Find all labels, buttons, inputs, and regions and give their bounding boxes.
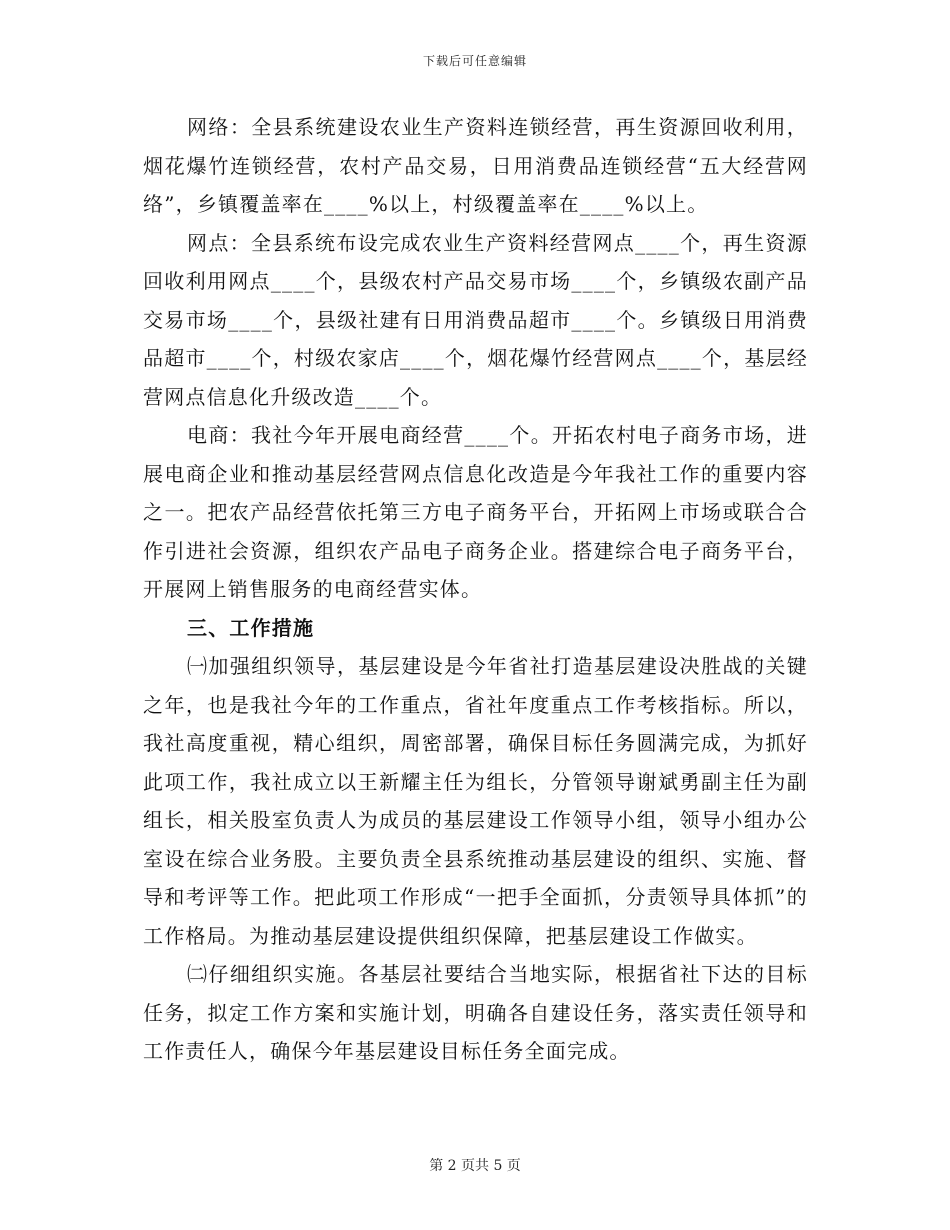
- paragraph-outlets: 网点：全县系统布设完成农业生产资料经营网点____个，再生资源回收利用网点____个，县级农村产品交易市场____个，乡镇级农副产品交易市场____个，县级社建有日用消费品超市____个。乡镇级日用消费品超市____个，村级农家店____个，烟花爆竹经营网点____个，基层经营网点信息化升级改造____个。: [143, 230, 808, 409]
- paragraph-measure-2: ㈡仔细组织实施。各基层社要结合当地实际，根据省社下达的目标任务，拟定工作方案和实施计划，明确各自建设任务，落实责任领导和工作责任人，确保今年基层建设目标任务全面完成。: [143, 962, 808, 1063]
- document-body: [143, 108, 808, 1071]
- paragraph-ecommerce: 电商：我社今年开展电商经营____个。开拓农村电子商务市场，进展电商企业和推动基层经营网点信息化改造是今年我社工作的重要内容之一。把农产品经营依托第三方电子商务平台，开拓网上市场或联合合作引进社会资源，组织农产品电子商务企业。搭建综合电子商务平台，开展网上销售服务的电商经营实体。: [143, 423, 808, 601]
- page-number-footer: 第 2 页共 5 页: [429, 1158, 521, 1174]
- page-header-note: 下载后可任意编辑: [422, 54, 527, 68]
- paragraph-measure-1: ㈠加强组织领导，基层建设是今年省社打造基层建设决胜战的关键之年，也是我社今年的工作重点，省社年度重点工作考核指标。所以，我社高度重视，精心组织，周密部署，确保目标任务圆满完成，为抓好此项工作，我社成立以王新耀主任为组长，分管领导谢斌勇副主任为副组长，相关股室负责人为成员的基层建设工作领导小组，领导小组办公室设在综合业务股。主要负责全县系统推动基层建设的组织、实施、督导和考评等工作。把此项工作形成“一把手全面抓，分责领导具体抓”的工作格局。为推动基层建设提供组织保障，把基层建设工作做实。: [143, 654, 808, 948]
- section-heading: 三、工作措施: [187, 615, 315, 640]
- paragraph-network: 网络：全县系统建设农业生产资料连锁经营，再生资源回收利用，烟花爆竹连锁经营，农村产品交易，日用消费品连锁经营“五大经营网络”，乡镇覆盖率在____%以上，村级覆盖率在____%以上。: [143, 115, 808, 216]
